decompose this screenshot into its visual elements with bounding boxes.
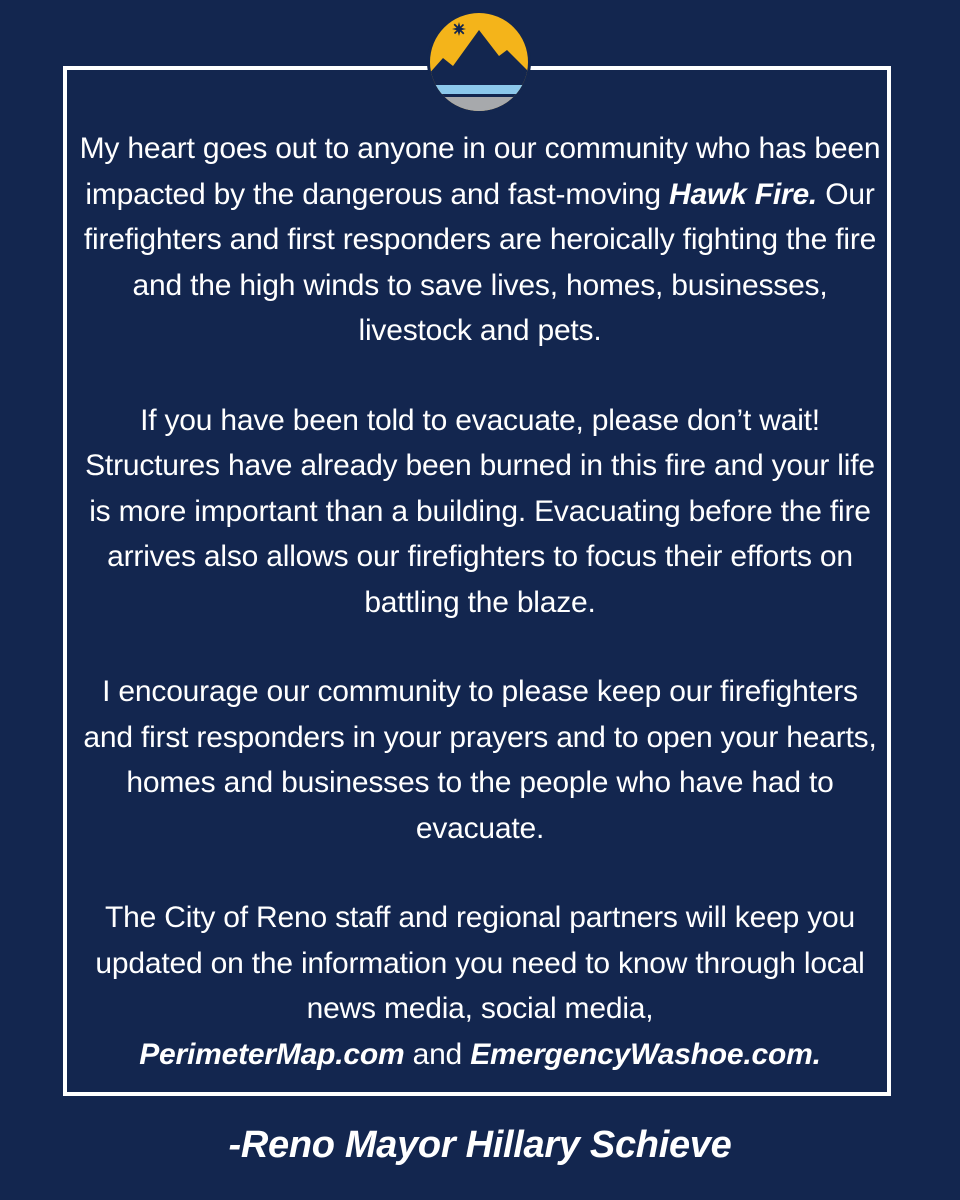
paragraph-1-text: My heart goes out to anyone in our community who has been impacted by the dangerous and fast-moving: [79, 132, 881, 211]
paragraph-2: If you have been told to evacuate, please don’t wait! Structures have already been burned in this fire and your life is more important than a building. Evacuating before the fire arrives also allows our firefighters to focus their efforts on battling the blaze.: [85, 403, 875, 619]
link-joiner: and: [404, 1037, 471, 1071]
paragraph-1: [75, 126, 885, 354]
water-band: [427, 85, 531, 94]
hawk-fire-emphasis: Hawk Fire.: [669, 177, 818, 211]
mayor-signature: -Reno Mayor Hillary Schieve: [228, 1124, 732, 1166]
paragraph-3: I encourage our community to please keep our firefighters and first responders in your prayers and to open your hearts, homes and businesses to the people who have had to evacuate.: [83, 675, 877, 845]
ground-band: [427, 97, 531, 114]
emergencywashoe-link[interactable]: EmergencyWashoe.com.: [470, 1037, 821, 1071]
paragraph-1-continued: Our firefighters and first responders are heroically fighting the fire and the high winds to save lives, homes, businesses, livestock and pets.: [83, 177, 877, 347]
perimetermap-link[interactable]: PerimeterMap.com: [139, 1037, 405, 1071]
paragraph-4: [75, 895, 885, 1077]
paragraph-4-text: The City of Reno staff and regional partners will keep you updated on the information you need to know through local news media, social media,: [95, 901, 865, 1025]
statement-text: [75, 126, 885, 1077]
reno-city-logo-icon: [427, 10, 531, 114]
